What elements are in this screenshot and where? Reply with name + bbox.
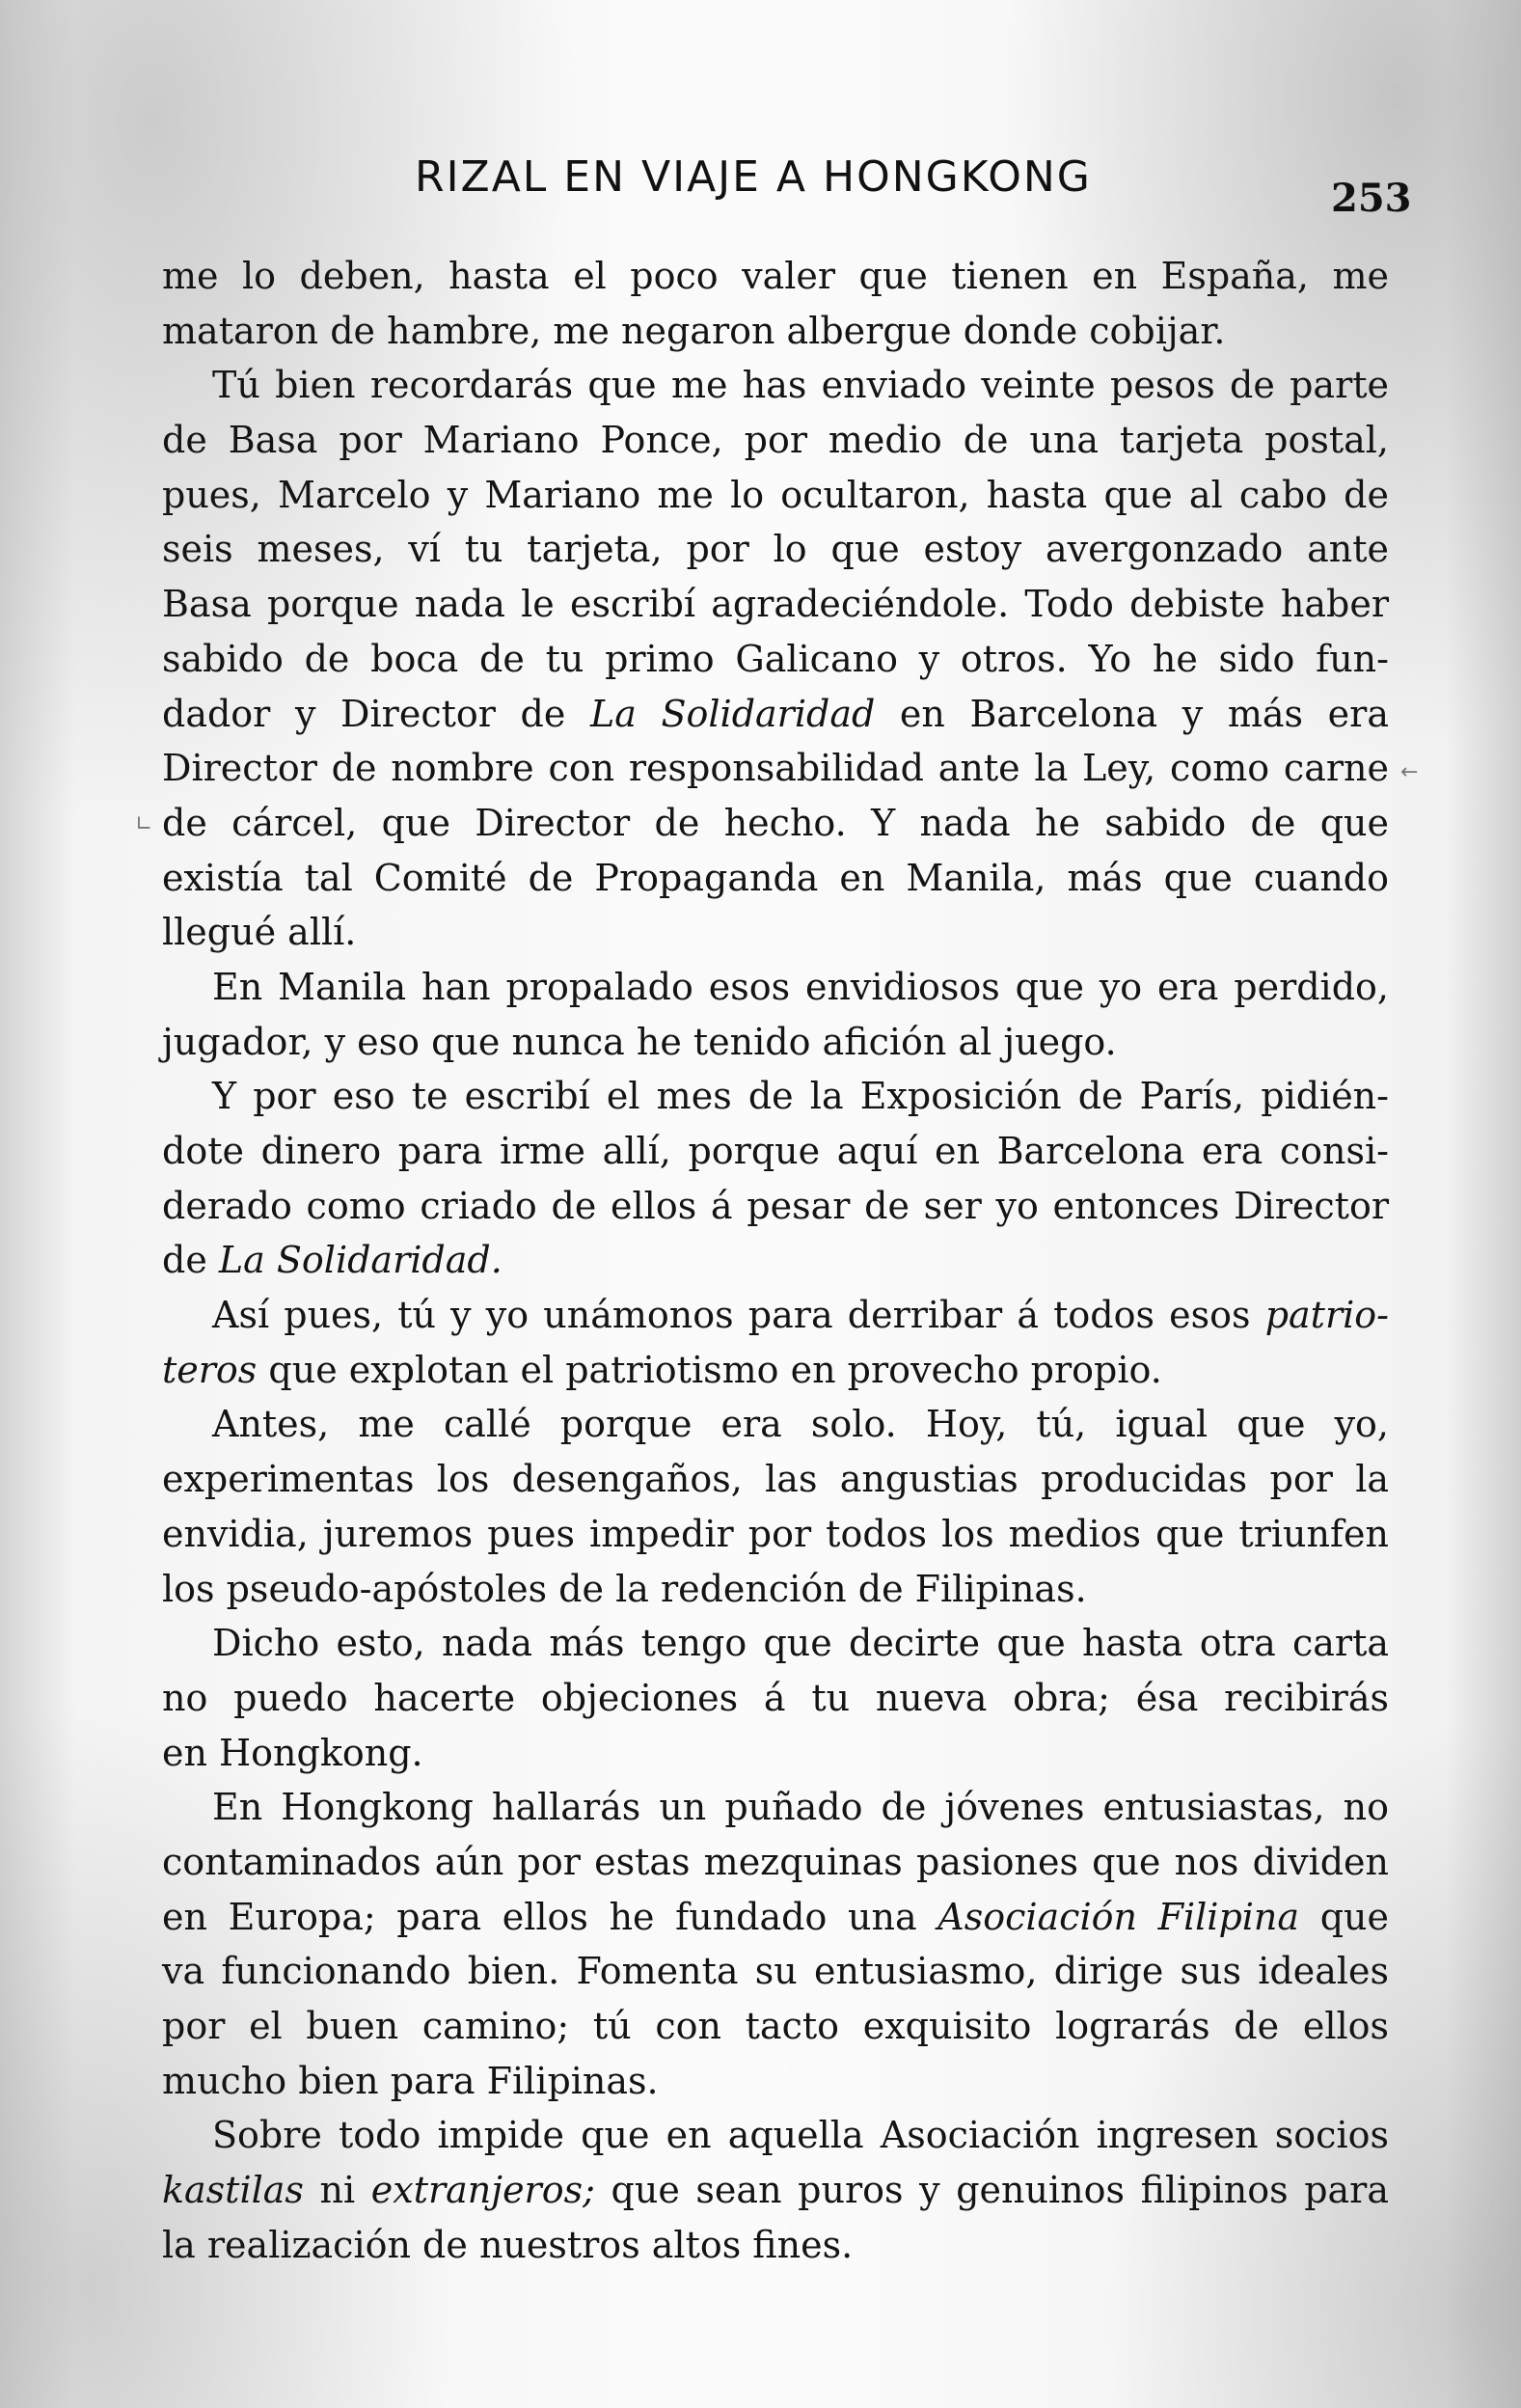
italic-text: Asociación Filipina — [937, 1895, 1300, 1938]
text-line: dote dinero para irme allí, porque aquí en Barcelona era consi- — [162, 1130, 1389, 1172]
text-line: Antes, me callé porque era solo. Hoy, tú, igual que yo, — [212, 1403, 1389, 1446]
text-line: sabido de boca de tu primo Galicano y otros. Yo he sido fun- — [162, 637, 1389, 680]
margin-mark-right: ← — [1400, 760, 1419, 784]
text-segment: que explotan el patriotismo en provecho propio. — [257, 1348, 1162, 1391]
text-line: la realización de nuestros altos fines. — [162, 2223, 854, 2266]
text-line: pues, Marcelo y Mariano me lo ocultaron, hasta que al cabo de — [162, 473, 1389, 516]
text-line: va funcionando bien. Fomenta su entusiasmo, dirige sus ideales — [162, 1950, 1389, 1993]
italic-text: extranjeros; — [370, 2169, 595, 2212]
letter-body — [162, 249, 1389, 2272]
text-line: Dicho esto, nada más tengo que decirte que hasta otra carta — [212, 1622, 1389, 1665]
text-segment: dador y Director de — [162, 692, 590, 735]
text-segment: que sean puros y genuinos filipinos para — [594, 2169, 1389, 2212]
italic-text: La Solidaridad. — [218, 1239, 502, 1282]
italic-text: teros — [162, 1348, 258, 1391]
italic-text: La Solidaridad — [589, 692, 876, 735]
text-segment: ni — [303, 2169, 371, 2212]
text-segment: en Europa; para ellos he fundado una — [162, 1895, 938, 1938]
text-line: me lo deben, hasta el poco valer que tienen en España, me — [162, 255, 1389, 297]
margin-mark-left: ∟ — [135, 812, 153, 836]
text-line: por el buen camino; tú con tacto exquisito lograrás de ellos — [162, 2005, 1389, 2047]
text-line — [162, 1890, 1389, 1945]
text-line: Y por eso te escribí el mes de la Exposición de París, pidién- — [212, 1075, 1389, 1118]
text-line: llegué allí. — [162, 911, 357, 954]
text-line — [162, 1288, 1389, 1343]
text-line: no puedo hacerte objeciones á tu nueva obra; ésa recibirás — [162, 1676, 1389, 1719]
text-line: de cárcel, que Director de hecho. Y nada he sabido de que — [162, 801, 1389, 844]
text-line: los pseudo-apóstoles de la redención de Filipinas. — [162, 1567, 1087, 1610]
text-line — [162, 1343, 1389, 1398]
text-line: Tú bien recordarás que me has enviado veinte pesos de parte — [212, 364, 1389, 407]
italic-text: patrio- — [1264, 1294, 1389, 1337]
text-line: En Manila han propalado esos envidiosos que yo era perdido, — [212, 965, 1389, 1008]
text-segment: Así pues, tú y yo unámonos para derribar á todos esos — [212, 1294, 1265, 1337]
text-line: Sobre todo impide que en aquella Asociación ingresen socios — [212, 2114, 1389, 2157]
text-line — [162, 687, 1389, 742]
text-line: derado como criado de ellos á pesar de ser yo entonces Director — [162, 1184, 1389, 1227]
text-line: en Hongkong. — [162, 1731, 423, 1774]
text-line: de Basa por Mariano Ponce, por medio de una tarjeta postal, — [162, 419, 1389, 462]
text-line: mucho bien para Filipinas. — [162, 2059, 659, 2102]
text-segment: que — [1299, 1895, 1389, 1938]
text-line: mataron de hambre, me negaron albergue donde cobijar. — [162, 309, 1226, 352]
text-line — [162, 1233, 1389, 1288]
text-segment: de — [162, 1239, 219, 1282]
text-line: En Hongkong hallarás un puñado de jóvenes entusiastas, no — [212, 1786, 1389, 1829]
text-line: existía tal Comité de Propaganda en Manila, más que cuando — [162, 856, 1389, 899]
running-title: RIZAL EN VIAJE A HONGKONG — [415, 152, 1092, 202]
text-line: experimentas los desengaños, las angustias producidas por la — [162, 1458, 1389, 1501]
page-number: 253 — [1331, 176, 1412, 221]
text-line: Director de nombre con responsabilidad ante la Ley, como carne — [162, 747, 1389, 790]
text-line: contaminados aún por estas mezquinas pasiones que nos dividen — [162, 1840, 1389, 1883]
text-line — [162, 2163, 1389, 2218]
text-line: jugador, y eso que nunca he tenido afición al juego. — [162, 1020, 1117, 1063]
text-segment: en Barcelona y más era — [875, 692, 1389, 735]
text-line: envidia, juremos pues impedir por todos los medios que triunfen — [162, 1512, 1389, 1555]
text-line: Basa porque nada le escribí agradeciéndole. Todo debiste haber — [162, 583, 1389, 626]
italic-text: kastilas — [162, 2169, 304, 2212]
text-line: seis meses, ví tu tarjeta, por lo que estoy avergonzado ante — [162, 528, 1389, 571]
